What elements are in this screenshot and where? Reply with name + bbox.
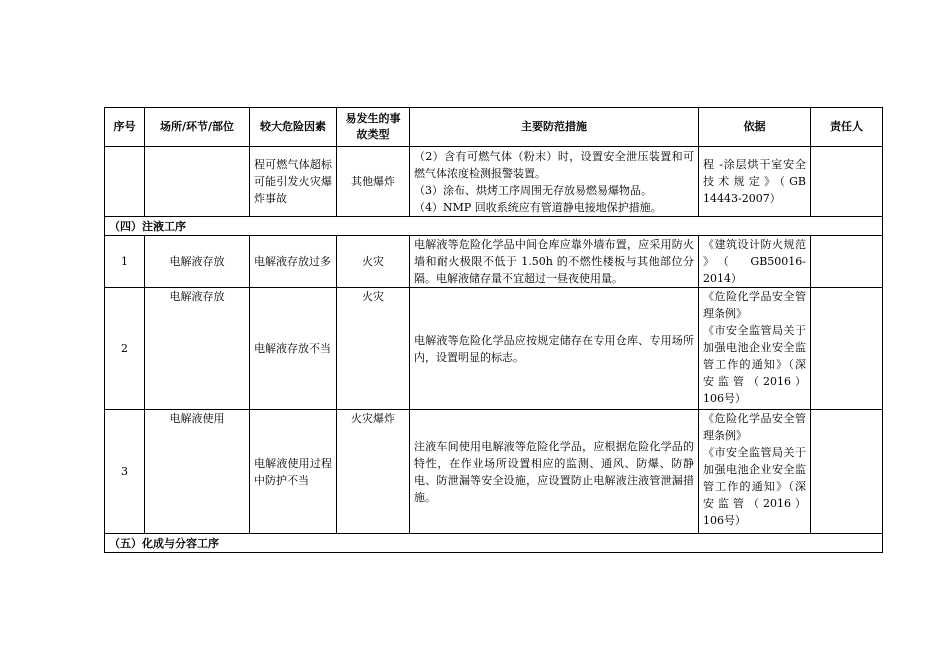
cell-factor: 电解液存放过多 xyxy=(250,236,337,288)
header-place: 场所/环节/部位 xyxy=(145,108,250,147)
cell-place xyxy=(145,147,250,217)
cell-owner xyxy=(811,236,883,288)
basis-line: 《市安全监管局关于加强电池企业安全监管工作的通知》（深安监管（2016）106号） xyxy=(703,324,806,405)
header-type: 易发生的事故类型 xyxy=(337,108,410,147)
cell-measures: 注液车间使用电解液等危险化学品，应根据危险化学品的特性，在作业场所设置相应的监测、通风、防爆、防静电、防泄漏等安全设施，应设置防止电解液注液管泄漏措施。 xyxy=(410,410,699,534)
cell-basis: 程 -涂层烘干室安全技术规定》（GB 14443-2007） xyxy=(699,147,811,217)
cell-owner xyxy=(811,410,883,534)
cell-measures: 电解液等危险化学品应按规定储存在专用仓库、专用场所内，设置明显的标志。 xyxy=(410,288,699,410)
measure-line: （4）NMP 回收系统应有管道静电接地保护措施。 xyxy=(414,200,662,214)
cell-basis xyxy=(699,288,811,410)
section-row xyxy=(105,534,883,553)
cell-no: 2 xyxy=(105,288,145,410)
cell-owner xyxy=(811,147,883,217)
cell-no xyxy=(105,147,145,217)
cell-factor: 电解液使用过程中防护不当 xyxy=(250,410,337,534)
cell-type: 火灾爆炸 xyxy=(337,410,410,534)
basis-line: 《危险化学品安全管理条例》 xyxy=(703,290,806,320)
header-no: 序号 xyxy=(105,108,145,147)
cell-no: 1 xyxy=(105,236,145,288)
cell-owner xyxy=(811,288,883,410)
cell-type: 其他爆炸 xyxy=(337,147,410,217)
header-row xyxy=(105,108,883,147)
header-owner: 责任人 xyxy=(811,108,883,147)
cell-type: 火灾 xyxy=(337,236,410,288)
section-title: （五）化成与分容工序 xyxy=(105,534,883,553)
table-row xyxy=(105,147,883,217)
basis-line: 《市安全监管局关于加强电池企业安全监管工作的通知》（深安监管（2016）106号） xyxy=(703,446,806,527)
risk-control-table xyxy=(104,107,883,553)
basis-line: 《危险化学品安全管理条例》 xyxy=(703,412,806,442)
header-basis: 依据 xyxy=(699,108,811,147)
cell-factor: 电解液存放不当 xyxy=(250,288,337,410)
cell-basis xyxy=(699,410,811,534)
header-measures: 主要防范措施 xyxy=(410,108,699,147)
header-factor: 较大危险因素 xyxy=(250,108,337,147)
cell-place: 电解液存放 xyxy=(145,288,250,410)
cell-measures xyxy=(410,147,699,217)
section-row xyxy=(105,217,883,236)
table-row xyxy=(105,236,883,288)
cell-measures: 电解液等危险化学品中间仓库应靠外墙布置，应采用防火墙和耐火极限不低于 1.50h 的不燃性楼板与其他部位分隔。电解液储存量不宜超过一昼夜使用量。 xyxy=(410,236,699,288)
measure-line: （2）含有可燃气体（粉末）时，设置安全泄压装置和可燃气体浓度检测报警装置。 xyxy=(414,149,694,180)
cell-place: 电解液存放 xyxy=(145,236,250,288)
measure-line: （3）涂布、烘烤工序周围无存放易燃易爆物品。 xyxy=(414,183,652,197)
table-row xyxy=(105,288,883,410)
cell-place: 电解液使用 xyxy=(145,410,250,534)
cell-basis: 《建筑设计防火规范 》（ GB50016-2014） xyxy=(699,236,811,288)
cell-factor: 程可燃气体超标可能引发火灾爆炸事故 xyxy=(250,147,337,217)
section-title: （四）注液工序 xyxy=(105,217,883,236)
table-row xyxy=(105,410,883,534)
cell-no: 3 xyxy=(105,410,145,534)
cell-type: 火灾 xyxy=(337,288,410,410)
